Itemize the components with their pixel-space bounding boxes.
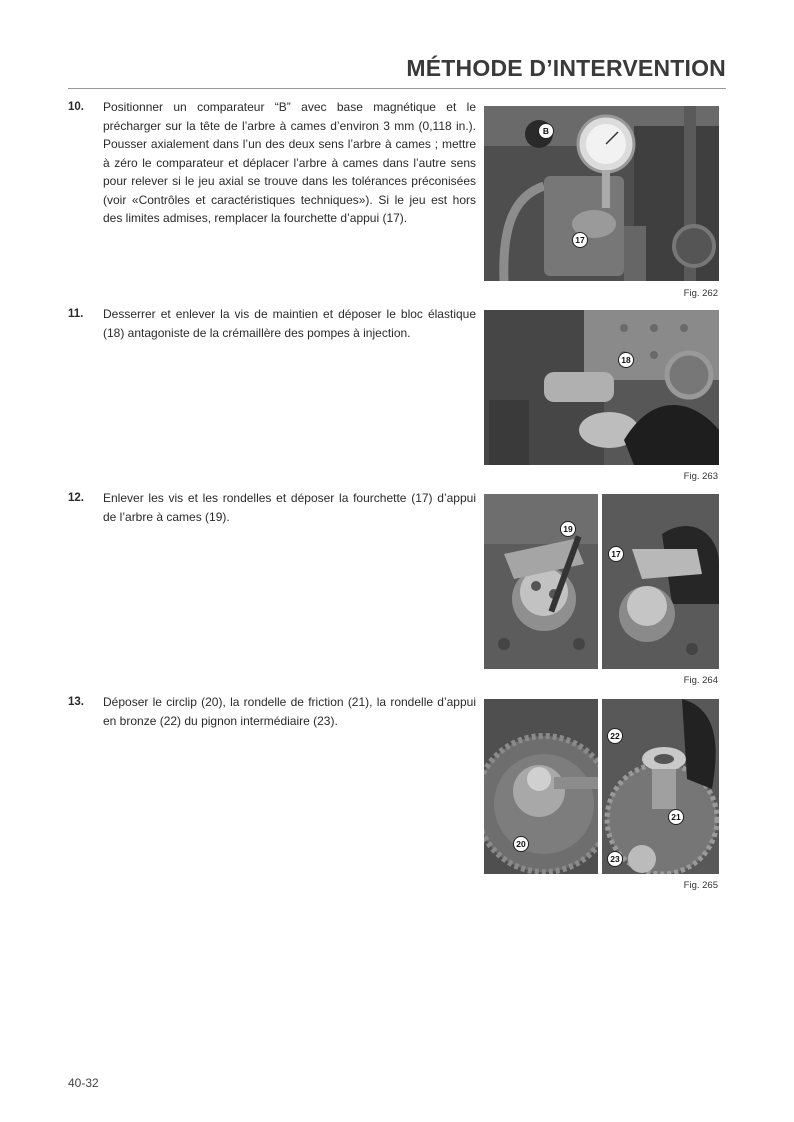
step-text: Déposer le circlip (20), la rondelle de friction (21), la rondelle d’appui en bronze (22) du pignon intermédiaire (23).: [103, 695, 476, 728]
figure-caption: Fig. 262: [683, 288, 718, 299]
figure-263-photo: [484, 310, 719, 465]
step-10: [68, 98, 478, 228]
photo-panel-left: [484, 494, 598, 669]
callout-20: 20: [513, 836, 529, 852]
photo-panel-left: [484, 699, 598, 874]
step-13: [68, 693, 478, 733]
photo-panel-right: [602, 699, 719, 874]
step-11: [68, 305, 478, 345]
step-text: Positionner un comparateur “B” avec base magnétique et le précharger sur la tête de l’arbre à cames d’environ 3 mm (0,118 in.). Pousser axialement dans l’un des deux sens l’arbre à cames ; mettre à zéro le comparateur et déplacer l’arbre à cames dans l’autre sens pour relever si le jeu axial se trouve dans les tolérances préconisées (voir «Contrôles et caractéristiques techniques»). Si le jeu est hors des limites admises, remplacer la fourchette d’appui (17).: [103, 100, 476, 225]
figure-262-photo: [484, 106, 719, 281]
callout-21: 21: [668, 809, 684, 825]
engine-photo-image: [484, 699, 598, 874]
callout-19: 19: [560, 521, 576, 537]
engine-photo-image: [602, 494, 719, 669]
callout-17: 17: [608, 546, 624, 562]
figure-caption: Fig. 264: [683, 675, 718, 686]
engine-photo-image: [484, 310, 719, 465]
figure-264-photos: [484, 494, 719, 669]
step-number: 10.: [68, 101, 84, 113]
callout-22: 22: [607, 728, 623, 744]
engine-photo-image: [484, 106, 719, 281]
step-number: 12.: [68, 492, 84, 504]
engine-photo-image: [484, 494, 598, 669]
callout-18: 18: [618, 352, 634, 368]
figure-265-photos: [484, 699, 719, 874]
step-12: [68, 489, 478, 529]
page-title: MÉTHODE D’INTERVENTION: [406, 55, 726, 81]
engine-photo-image: [602, 699, 719, 874]
step-number: 13.: [68, 696, 84, 708]
header-divider: [68, 88, 726, 89]
callout-23: 23: [607, 851, 623, 867]
figure-caption: Fig. 263: [683, 471, 718, 482]
figure-caption: Fig. 265: [683, 880, 718, 891]
page-number: 40-32: [68, 1076, 99, 1090]
callout-17: 17: [572, 232, 588, 248]
callout-b: B: [538, 123, 554, 139]
step-text: Desserrer et enlever la vis de maintien et déposer le bloc élastique (18) antagoniste de la crémaillère des pompes à injection.: [103, 307, 476, 340]
photo-panel-right: [602, 494, 719, 669]
step-number: 11.: [68, 308, 84, 320]
step-text: Enlever les vis et les rondelles et déposer la fourchette (17) d’appui de l’arbre à cames (19).: [103, 491, 476, 524]
